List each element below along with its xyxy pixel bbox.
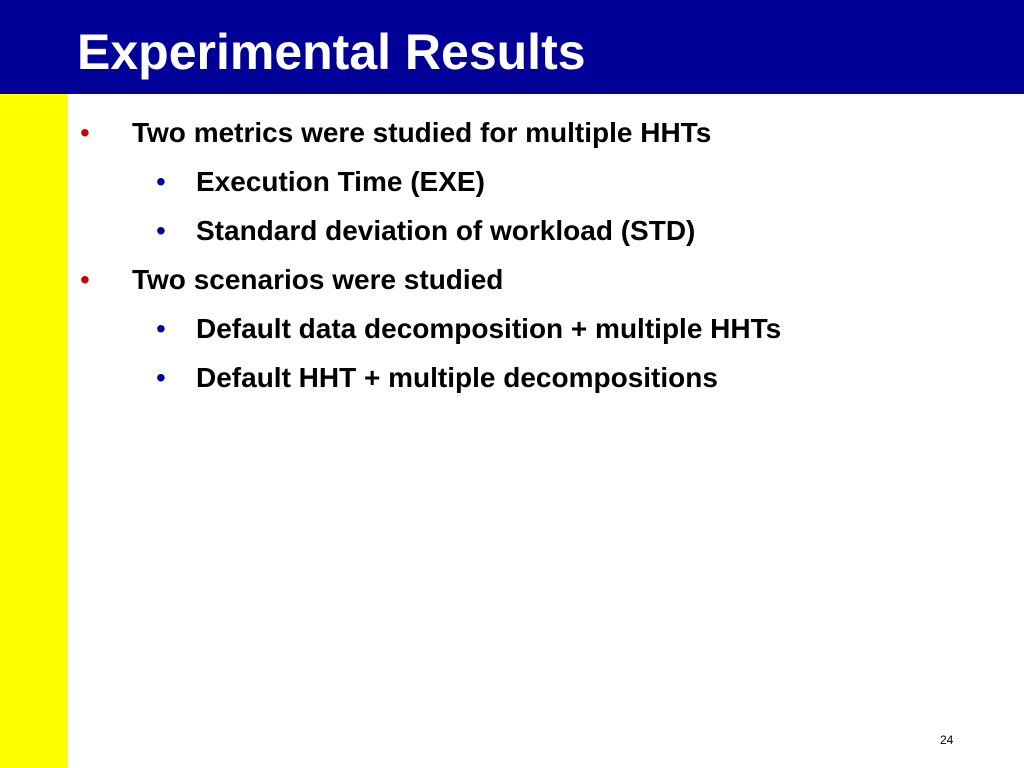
slide-title: Experimental Results	[77, 24, 586, 80]
bullet-marker: •	[156, 166, 166, 197]
bullet-marker: •	[156, 362, 166, 393]
bullet-text: Default data decomposition + multiple HHTs	[196, 313, 782, 344]
bullet-marker: •	[156, 215, 166, 246]
bullet-marker: •	[156, 313, 166, 344]
page-number: 24	[940, 733, 954, 747]
bullet-marker: •	[80, 117, 90, 148]
bullet-text: Two scenarios were studied	[132, 264, 504, 295]
bullet-text: Default HHT + multiple decompositions	[196, 362, 718, 393]
bullet-text: Standard deviation of workload (STD)	[196, 215, 696, 246]
bullet-text: Two metrics were studied for multiple HHTs	[132, 117, 712, 148]
bullet-marker: •	[80, 264, 90, 295]
bullet-text: Execution Time (EXE)	[196, 166, 485, 197]
